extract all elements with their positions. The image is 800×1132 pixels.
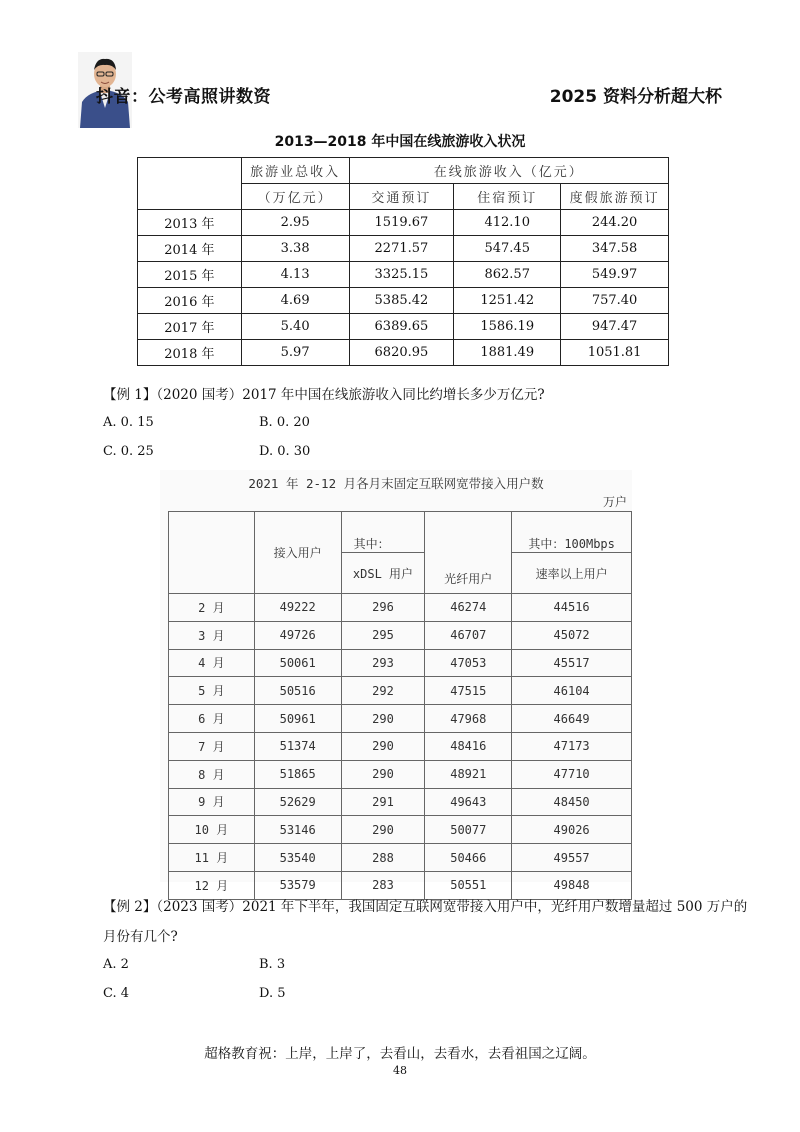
holiday-cell: 947.47 <box>561 314 669 340</box>
table2-col-100m-prefix: 其中：100Mbps <box>512 512 632 553</box>
fiber-cell: 46707 <box>425 621 512 649</box>
table-row <box>169 788 632 816</box>
traffic-cell: 6389.65 <box>349 314 454 340</box>
table-row <box>138 314 669 340</box>
xdsl-cell: 283 <box>341 871 425 899</box>
table2-col-100m: 速率以上用户 <box>512 553 632 594</box>
total-cell: 2.95 <box>241 210 349 236</box>
page-number: 48 <box>393 1064 407 1077</box>
table-row <box>169 677 632 705</box>
table2-corner-cell <box>169 512 255 594</box>
holiday-cell: 347.58 <box>561 236 669 262</box>
xdsl-cell: 293 <box>341 649 425 677</box>
xdsl-cell: 290 <box>341 760 425 788</box>
question-2-line1: 【例 2】（2023 国考）2021 年下半年，我国固定互联网宽带接入用户中，光纤用户数增量超过 500 万户的 <box>103 899 748 915</box>
speed-cell: 48450 <box>512 788 632 816</box>
table1-corner-cell <box>138 158 242 210</box>
speed-cell: 44516 <box>512 594 632 622</box>
table-row <box>169 705 632 733</box>
month-cell: 7 月 <box>169 732 255 760</box>
total-cell: 4.13 <box>241 262 349 288</box>
table-row <box>169 621 632 649</box>
users-cell: 53579 <box>254 871 341 899</box>
month-cell: 10 月 <box>169 816 255 844</box>
fiber-cell: 47515 <box>425 677 512 705</box>
table2-col-xdsl: xDSL 用户 <box>341 553 425 594</box>
month-cell: 8 月 <box>169 760 255 788</box>
hotel-cell: 547.45 <box>454 236 561 262</box>
month-cell: 6 月 <box>169 705 255 733</box>
users-cell: 50061 <box>254 649 341 677</box>
table2-unit: 万户 <box>603 495 628 509</box>
online-travel-table <box>137 157 669 366</box>
fiber-cell: 49643 <box>425 788 512 816</box>
users-cell: 49726 <box>254 621 341 649</box>
xdsl-cell: 290 <box>341 732 425 760</box>
table-row <box>169 649 632 677</box>
holiday-cell: 549.97 <box>561 262 669 288</box>
total-cell: 3.38 <box>241 236 349 262</box>
users-cell: 50516 <box>254 677 341 705</box>
table1-col-total: 旅游业总收入 <box>241 158 349 184</box>
xdsl-cell: 291 <box>341 788 425 816</box>
broadband-table <box>168 511 632 900</box>
xdsl-cell: 290 <box>341 816 425 844</box>
fiber-cell: 46274 <box>425 594 512 622</box>
xdsl-cell: 290 <box>341 705 425 733</box>
table-row <box>169 760 632 788</box>
table-row <box>138 340 669 366</box>
table-row <box>138 288 669 314</box>
table1-header-row <box>138 158 669 184</box>
table1-col-total-unit: （万亿元） <box>241 184 349 210</box>
table-row <box>169 594 632 622</box>
month-cell: 11 月 <box>169 844 255 872</box>
total-cell: 5.97 <box>241 340 349 366</box>
fiber-cell: 50466 <box>425 844 512 872</box>
hotel-cell: 1586.19 <box>454 314 561 340</box>
table2-col-users: 接入用户 <box>254 512 341 594</box>
table2-header-row <box>169 512 632 553</box>
year-cell: 2017 年 <box>138 314 242 340</box>
table2-col-xdsl-prefix: 其中： <box>341 512 425 553</box>
table2-title: 2021 年 2-12 月各月末固定互联网宽带接入用户数 <box>248 476 544 491</box>
traffic-cell: 3325.15 <box>349 262 454 288</box>
traffic-cell: 6820.95 <box>349 340 454 366</box>
users-cell: 50961 <box>254 705 341 733</box>
xdsl-cell: 296 <box>341 594 425 622</box>
hotel-cell: 1881.49 <box>454 340 561 366</box>
q1-option-c: C. 0. 25 <box>103 444 154 459</box>
speed-cell: 46649 <box>512 705 632 733</box>
table-row <box>169 732 632 760</box>
table-row <box>138 210 669 236</box>
year-cell: 2015 年 <box>138 262 242 288</box>
fiber-cell: 48921 <box>425 760 512 788</box>
traffic-cell: 5385.42 <box>349 288 454 314</box>
fiber-cell: 47053 <box>425 649 512 677</box>
month-cell: 9 月 <box>169 788 255 816</box>
fiber-cell: 47968 <box>425 705 512 733</box>
hotel-cell: 1251.42 <box>454 288 561 314</box>
table-row <box>169 816 632 844</box>
year-cell: 2013 年 <box>138 210 242 236</box>
speed-cell: 45072 <box>512 621 632 649</box>
speed-cell: 45517 <box>512 649 632 677</box>
holiday-cell: 757.40 <box>561 288 669 314</box>
q2-option-b: B. 3 <box>259 957 286 972</box>
users-cell: 51374 <box>254 732 341 760</box>
fiber-cell: 50077 <box>425 816 512 844</box>
total-cell: 5.40 <box>241 314 349 340</box>
q1-option-b: B. 0. 20 <box>259 415 310 430</box>
year-cell: 2018 年 <box>138 340 242 366</box>
hotel-cell: 412.10 <box>454 210 561 236</box>
q2-option-d: D. 5 <box>259 986 286 1001</box>
q2-option-a: A. 2 <box>103 957 129 972</box>
speed-cell: 47710 <box>512 760 632 788</box>
speed-cell: 49026 <box>512 816 632 844</box>
table2-col-fiber: 光纤用户 <box>425 512 512 594</box>
speed-cell: 46104 <box>512 677 632 705</box>
year-cell: 2014 年 <box>138 236 242 262</box>
footer-motto: 超格教育祝：上岸，上岸了，去看山，去看水，去看祖国之辽阔。 <box>204 1046 596 1062</box>
header-right-text: 2025 资料分析超大杯 <box>549 87 722 107</box>
table1-col-online: 在线旅游收入（亿元） <box>349 158 669 184</box>
table-row <box>138 262 669 288</box>
speed-cell: 47173 <box>512 732 632 760</box>
traffic-cell: 1519.67 <box>349 210 454 236</box>
fiber-cell: 50551 <box>425 871 512 899</box>
month-cell: 12 月 <box>169 871 255 899</box>
traffic-cell: 2271.57 <box>349 236 454 262</box>
q2-option-c: C. 4 <box>103 986 130 1001</box>
table1-subcol-holiday: 度假旅游预订 <box>561 184 669 210</box>
xdsl-cell: 292 <box>341 677 425 705</box>
hotel-cell: 862.57 <box>454 262 561 288</box>
q1-option-a: A. 0. 15 <box>103 415 154 430</box>
total-cell: 4.69 <box>241 288 349 314</box>
fiber-cell: 48416 <box>425 732 512 760</box>
xdsl-cell: 288 <box>341 844 425 872</box>
q1-option-d: D. 0. 30 <box>259 444 311 459</box>
holiday-cell: 244.20 <box>561 210 669 236</box>
users-cell: 52629 <box>254 788 341 816</box>
table-row <box>138 236 669 262</box>
users-cell: 53146 <box>254 816 341 844</box>
users-cell: 49222 <box>254 594 341 622</box>
month-cell: 2 月 <box>169 594 255 622</box>
table-row <box>169 844 632 872</box>
speed-cell: 49557 <box>512 844 632 872</box>
holiday-cell: 1051.81 <box>561 340 669 366</box>
users-cell: 53540 <box>254 844 341 872</box>
table1-subcol-hotel: 住宿预订 <box>454 184 561 210</box>
month-cell: 3 月 <box>169 621 255 649</box>
users-cell: 51865 <box>254 760 341 788</box>
table1-title: 2013—2018 年中国在线旅游收入状况 <box>274 134 526 150</box>
month-cell: 4 月 <box>169 649 255 677</box>
question-1: 【例 1】（2020 国考）2017 年中国在线旅游收入同比约增长多少万亿元? <box>103 387 545 403</box>
year-cell: 2016 年 <box>138 288 242 314</box>
month-cell: 5 月 <box>169 677 255 705</box>
question-2-line2: 月份有几个? <box>103 929 178 945</box>
xdsl-cell: 295 <box>341 621 425 649</box>
table1-subcol-traffic: 交通预订 <box>349 184 454 210</box>
speed-cell: 49848 <box>512 871 632 899</box>
header-left-text: 抖音：公考高照讲数资 <box>96 87 271 107</box>
